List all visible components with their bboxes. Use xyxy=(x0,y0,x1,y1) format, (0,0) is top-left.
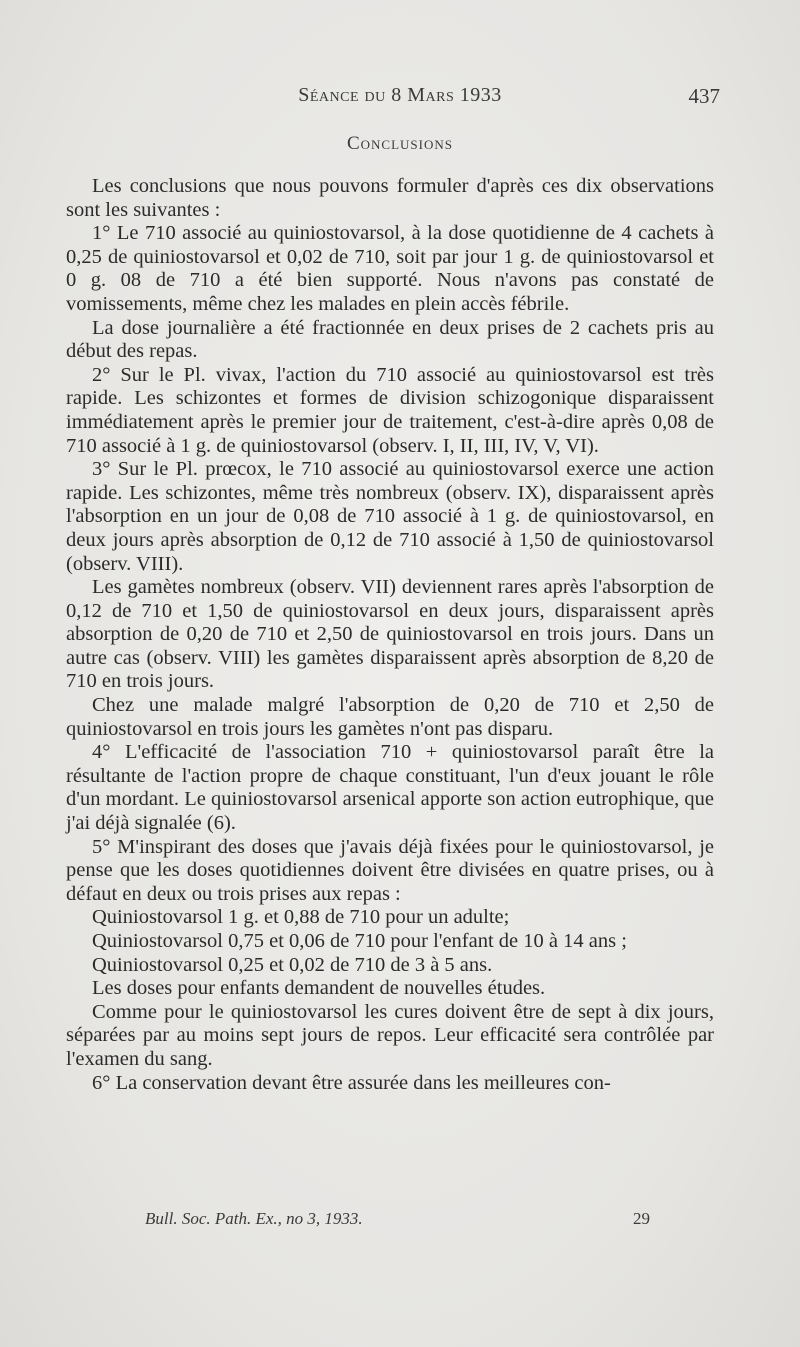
section-title: Conclusions xyxy=(346,133,453,154)
paragraph-point-4: 4° L'efficacité de l'association 710 + quiniostovarsol paraît être la résultante de l'action propre de chaque constituant, l'un d'eux jouant le rôle d'un mordant. Le quiniostovarsol arsenical apporte son action eutrophique, que j'ai déjà signalée (6). xyxy=(66,741,714,835)
page-number: 437 xyxy=(688,84,720,108)
dose-child-3-5: Quiniostovarsol 0,25 et 0,02 de 710 de 3 à 5 ans. xyxy=(92,953,493,976)
paragraph-point-5: 5° M'inspirant des doses que j'avais déjà fixées pour le quiniostovarsol, je pense que les doses quotidiennes doivent être divisées en quatre prises, ou à défaut en deux ou trois prises aux repas : xyxy=(66,835,714,905)
dose-adult: Quiniostovarsol 1 g. et 0,88 de 710 pour un adulte; xyxy=(92,906,510,929)
journal-reference: Bull. Soc. Path. Ex., no 3, 1933. xyxy=(145,1209,363,1228)
paragraph-point-3: 3° Sur le Pl. prœcox, le 710 associé au quiniostovarsol exerce une action rapide. Les schizontes, même très nombreux (observ. IX), disparaissent après l'absorption en un jour de 0,08 de 710 associé à 1 g. de quiniostovarsol, en deux jours après absorption de 0,12 de 710 associé à 1,50 de quiniostovarsol (observ. VIII). xyxy=(66,458,714,575)
body-text xyxy=(66,175,714,1095)
paragraph-cures: Comme pour le quiniostovarsol les cures doivent être de sept à dix jours, séparées par au moins sept jours de repos. Leur efficacité sera contrôlée par l'examen du sang. xyxy=(66,1000,714,1070)
paragraph-point-6: 6° La conservation devant être assurée dans les meilleures con- xyxy=(92,1071,611,1094)
paragraph-dose-split: La dose journalière a été fractionnée en deux prises de 2 cachets pris au début des repas. xyxy=(66,316,714,363)
paragraph-point-1: 1° Le 710 associé au quiniostovarsol, à la dose quotidienne de 4 cachets à 0,25 de quiniostovarsol et 0,02 de 710, soit par jour 1 g. de quiniostovarsol et 0 g. 08 de 710 a été bien supporté. Nous n'avons pas constaté de vomissements, même chez les malades en plein accès fébrile. xyxy=(66,222,714,315)
dose-child-10-14: Quiniostovarsol 0,75 et 0,06 de 710 pour l'enfant de 10 à 14 ans ; xyxy=(92,930,627,952)
paragraph-child-doses: Les doses pour enfants demandent de nouvelles études. xyxy=(92,977,546,1000)
paragraph-point-2: 2° Sur le Pl. vivax, l'action du 710 associé au quiniostovarsol est très rapide. Les schizontes et formes de division schizogonique disparaissent immédiatement après le premier jour de traitement, c'est-à-dire après 0,08 de 710 associé à 1 g. de quiniostovarsol (observ. I, II, III, IV, V, VI). xyxy=(66,363,714,457)
signature-mark: 29 xyxy=(633,1209,650,1228)
running-header xyxy=(0,84,800,114)
paragraph-gametes: Les gamètes nombreux (observ. VII) deviennent rares après l'absorption de 0,12 de 710 et 1,50 de quiniostovarsol en deux jours, disparaissent après absorption de 0,20 de 710 et 2,50 de quiniostovarsol en trois jours. Dans un autre cas (observ. VIII) les gamètes disparaissent après absorption de 8,20 de 710 en trois jours. xyxy=(66,576,714,693)
paragraph-intro: Les conclusions que nous pouvons formuler d'après ces dix observations sont les suivantes : xyxy=(66,175,714,221)
running-title: Séance du 8 Mars 1933 xyxy=(298,84,502,106)
page-footer xyxy=(145,1209,705,1235)
paragraph-malade: Chez une malade malgré l'absorption de 0,20 de 710 et 2,50 de quiniostovarsol en trois jours les gamètes n'ont pas disparu. xyxy=(66,694,714,740)
